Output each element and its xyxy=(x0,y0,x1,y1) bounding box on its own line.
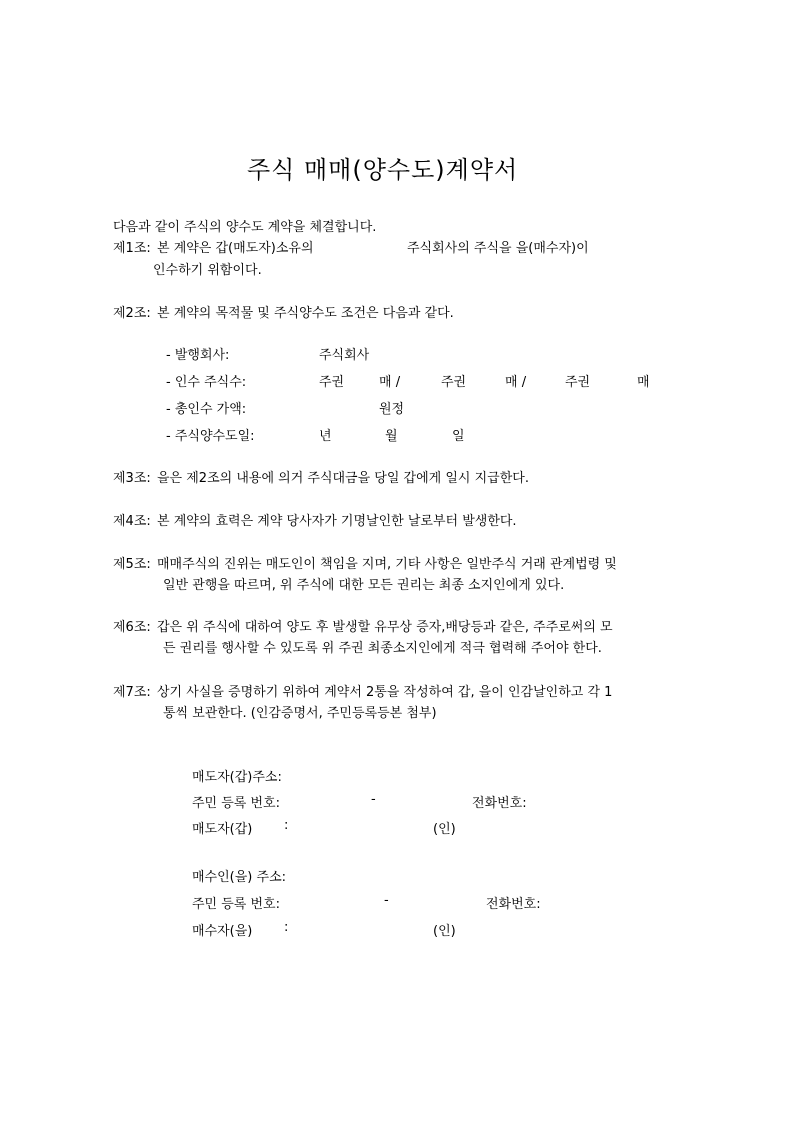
seller-name-colon: : xyxy=(284,818,289,833)
seller-id-label: 주민 등록 번호: xyxy=(192,796,280,811)
article-6-continuation: 든 권리를 행사할 수 있도록 위 주권 최종소지인에게 적극 협력해 주어야 한다. xyxy=(163,641,602,656)
buyer-name-label: 매수자(을) xyxy=(192,924,253,939)
transfer-date-month: 월 xyxy=(385,429,398,444)
article-4-text: 본 계약의 효력은 계약 당사자가 기명날인한 날로부터 발생한다. xyxy=(157,514,517,529)
seller-seal-mark: (인) xyxy=(433,822,456,837)
shares-unit-2: 매 / xyxy=(379,375,401,390)
buyer-id-dash: - xyxy=(384,893,389,908)
article-1-text-2: 주식회사의 주식을 을(매수자)이 xyxy=(407,241,589,256)
article-6-text: 갑은 위 주식에 대하여 양도 후 발생할 유무상 증자,배당등과 같은, 주주로써의 모 xyxy=(157,620,613,635)
issuer-label: - 발행회사: xyxy=(166,348,230,363)
shares-unit-6: 매 xyxy=(637,375,650,390)
transfer-date-label: - 주식양수도일: xyxy=(166,429,255,444)
article-7-label: 제7조: xyxy=(113,685,151,700)
buyer-id-label: 주민 등록 번호: xyxy=(192,897,280,912)
shares-unit-1: 주권 xyxy=(319,375,345,390)
article-7-text: 상기 사실을 증명하기 위하여 계약서 2통을 작성하여 갑, 을이 인감날인하고 각 1 xyxy=(157,685,613,700)
article-3-label: 제3조: xyxy=(113,471,151,486)
intro-text: 다음과 같이 주식의 양수도 계약을 체결합니다. xyxy=(113,220,377,235)
seller-phone-label: 전화번호: xyxy=(472,796,527,811)
shares-unit-4: 매 / xyxy=(505,375,527,390)
document-title: 주식 매매(양수도)계약서 xyxy=(247,156,519,184)
article-2-text: 본 계약의 목적물 및 주식양수도 조건은 다음과 같다. xyxy=(157,306,454,321)
seller-name-label: 매도자(갑) xyxy=(192,822,253,837)
shares-unit-5: 주권 xyxy=(565,375,591,390)
article-2-label: 제2조: xyxy=(113,306,151,321)
article-4-label: 제4조: xyxy=(113,514,151,529)
shares-label: - 인수 주식수: xyxy=(166,375,247,390)
buyer-name-colon: : xyxy=(284,920,289,935)
buyer-seal-mark: (인) xyxy=(433,924,456,939)
buyer-address-label: 매수인(을) 주소: xyxy=(192,870,287,885)
article-1-text: 본 계약은 갑(매도자)소유의 xyxy=(157,241,314,256)
seller-address-label: 매도자(갑)주소: xyxy=(192,770,282,785)
issuer-value: 주식회사 xyxy=(319,348,370,363)
seller-id-dash: - xyxy=(371,792,376,807)
article-7-continuation: 통씩 보관한다. (인감증명서, 주민등록등본 첨부) xyxy=(163,706,437,721)
price-label: - 총인수 가액: xyxy=(166,402,247,417)
price-unit: 원정 xyxy=(379,402,405,417)
transfer-date-day: 일 xyxy=(452,429,465,444)
transfer-date-year: 년 xyxy=(319,429,332,444)
article-1-label: 제1조: xyxy=(113,241,151,256)
article-1-continuation: 인수하기 위함이다. xyxy=(153,263,262,278)
buyer-phone-label: 전화번호: xyxy=(486,897,541,912)
shares-unit-3: 주권 xyxy=(441,375,467,390)
article-5-continuation: 일반 관행을 따르며, 위 주식에 대한 모든 권리는 최종 소지인에게 있다. xyxy=(163,578,565,593)
article-3-text: 을은 제2조의 내용에 의거 주식대금을 당일 갑에게 일시 지급한다. xyxy=(157,471,529,486)
article-6-label: 제6조: xyxy=(113,620,151,635)
article-5-label: 제5조: xyxy=(113,557,151,572)
article-5-text: 매매주식의 진위는 매도인이 책임을 지며, 기타 사항은 일반주식 거래 관계법령 및 xyxy=(157,557,617,572)
